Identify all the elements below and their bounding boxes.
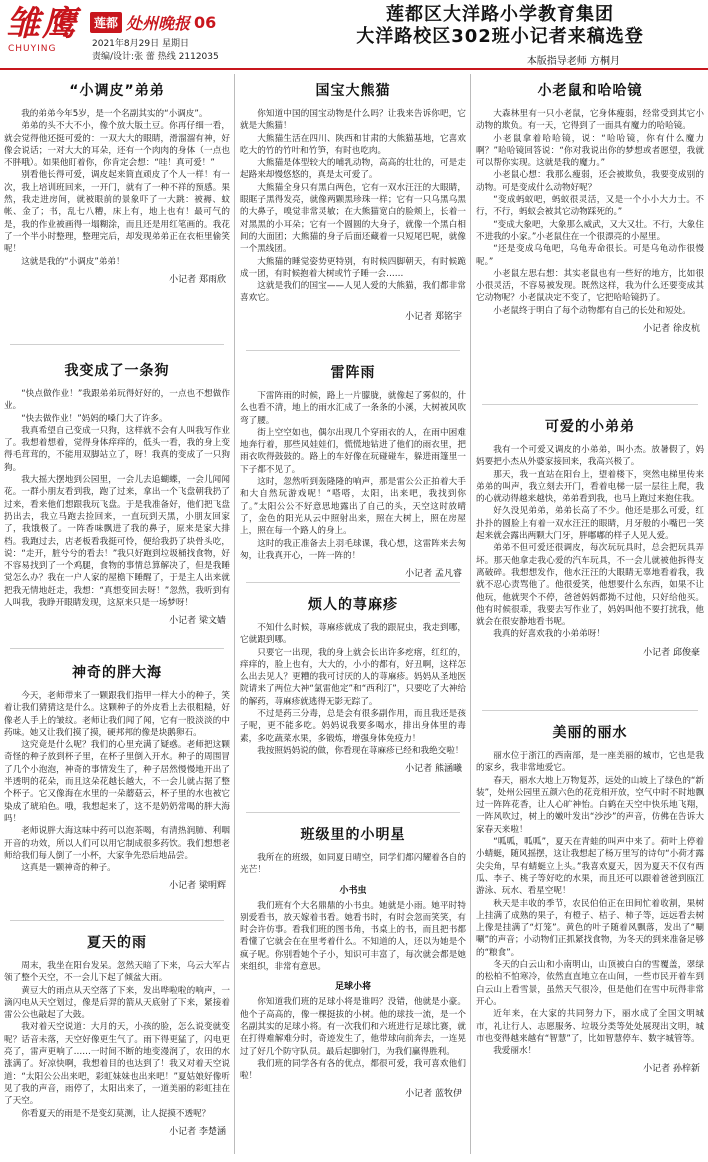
- article-hives: [240, 588, 466, 774]
- paragraph: 丽水位于浙江的西南部，是一座美丽的城市，它也是我的家乡，我非常地爱它。: [476, 751, 704, 774]
- paragraph: 大森林里有一只小老鼠，它身体瘦弱，经常受到其它小动物的欺负。有一天，它得到了一面具有魔力的哈哈镜。: [476, 109, 704, 132]
- article-title: 夏天的雨: [87, 935, 147, 951]
- section-rule: [246, 350, 460, 351]
- byline: 小记者 李楚涵: [169, 1126, 226, 1137]
- column-divider: [470, 74, 471, 1154]
- article-body: [4, 960, 230, 1120]
- paragraph: 大熊猫是体型较大的哺乳动物，高高的壮壮的，可是走起路来却慢悠悠的，真是太可爱了。: [240, 158, 466, 181]
- paragraph: 这就是我的“小调皮”弟弟！: [21, 256, 125, 267]
- paragraph: 秋天是丰收的季节，农民伯伯正在田间忙着收割，果树上挂满了成熟的果子，有橙子、桔子、柿子等，远远看去树上像是挂满了“灯笼”。黄色的叶子随着风飘落，发出了“唰唰”的声音；小动物们正抓紧找食物，为冬天的到来准备足够的“粮食”。: [476, 898, 704, 958]
- byline: 小记者 梁文嫱: [169, 616, 226, 627]
- byline: 小记者 熊涵曦: [405, 764, 462, 775]
- paragraph: 我爱丽水！: [493, 1046, 537, 1057]
- byline: 小记者 郑雨欣: [169, 274, 226, 285]
- paragraph: “还是变成乌龟吧，乌龟寿命很长。可是乌龟动作很慢呢。”: [476, 244, 704, 267]
- article-title: 国宝大熊猫: [315, 83, 391, 99]
- article-body: [4, 690, 230, 874]
- article-title: 烦人的荨麻疹: [308, 597, 398, 613]
- subsection-title: 足球小将: [334, 982, 371, 993]
- paragraph: 小老鼠左思右想：其实老鼠也有一些好的地方，比如很小很灵活，不容易被发现。既然这样，我为什么还要变成其它动物呢？小老鼠决定不变了，它把哈哈镜扔了。: [476, 268, 704, 304]
- paragraph: 这时的我正准备去上羽毛球课，我心想，这雷阵来去匆匆，让我真开心，一阵一阵的！: [240, 538, 466, 561]
- paragraph: 你看夏天的雨是不是变幻莫测，让人捉摸不透呢？: [21, 1108, 211, 1119]
- paragraph: 小老鼠拿着哈哈镜，说：“哈哈镜，你有什么魔力啊？”哈哈镜回答说：“你对我说出你的梦想或者愿望，我就可以帮你实现。这就是我的魔力。”: [476, 133, 704, 169]
- article-title: 可爱的小弟弟: [545, 419, 635, 435]
- column-left: [4, 74, 230, 1156]
- article-class-stars: [240, 818, 466, 1099]
- paragraph: “快去做作业！”妈妈的嗓门大了许多。: [21, 413, 168, 424]
- article-body: [476, 108, 704, 317]
- article-giant-panda: [240, 74, 466, 322]
- article-body: [240, 108, 466, 305]
- paragraph: 街上空空如也，偶尔出现几个穿雨衣的人，在雨中困难地奔行着，那些风娃娃们，慌慌地钻进了他们的雨衣里，把雨衣吹得鼓鼓的。路上的车好像在玩碰碰车，躲进雨篷里一下子都不见了。: [240, 427, 466, 475]
- paragraph: 我们班的同学各有各的优点，都很可爱，我可喜欢他们啦！: [240, 1058, 466, 1082]
- column-right: [476, 74, 704, 1156]
- paragraph: 你知道我们班的足球小将是谁吗？没错，他就是小豪。他个子高高的，像一棵挺拔的小树。他的球技一流，是一个名副其实的足球小将。有一次我们和六班进行足球比赛，就在打得难解难分时，奇迹发生了，他带球向前奔去，一连晃过了好几个防守队员。最后起脚射门，为我们赢得胜利。: [240, 997, 466, 1057]
- issue-info: [92, 38, 219, 64]
- section-rule: [10, 344, 224, 345]
- article-little-brother: [476, 410, 704, 658]
- paragraph: 我所在的班级，如同夏日晴空，同学们都闪耀着各自的光芒！: [240, 853, 466, 876]
- section-badge: 莲都: [90, 12, 122, 33]
- paragraph: 冬天的白云山和小南明山，山顶被白白的雪覆盖，翠绿的松柏不怕寒冷，依然直直地立在山间，一些市民开着车到白云山上看雪景，虽然天气很冷，但是他们在雪中玩得非常开心。: [476, 960, 704, 1007]
- paragraph: 这就是我们的国宝——人见人爱的大熊猫，我们都非常喜欢它。: [240, 281, 466, 304]
- paragraph: “呱呱，呱呱”，夏天在青蛙的叫声中来了。荷叶上停着小蜻蜓，随风摇摆，这让我想起了杨万里写的诗句“小荷才露尖尖角，早有蜻蜓立上头。”我喜欢夏天，因为夏天不仅有西瓜、李子、桃子等好吃的水果，而且还可以跟着爸爸到瓯江游泳、玩水、看星空呢！: [476, 837, 704, 897]
- issue-date: 2021年8月29日 星期日: [92, 39, 189, 49]
- article-title: 雷阵雨: [330, 365, 376, 381]
- article-title: “小调皮”弟弟: [69, 83, 165, 99]
- logo-english: CHUYING: [8, 44, 57, 54]
- paragraph: 这时，忽然听到轰隆隆的响声，那是雷公公正拍着大手和大自然玩游戏呢！“嗒嗒，太阳，出来吧，我找到你了。”太阳公公不好意思地露出了自己的头，天空这时放晴了，金色的阳光从云中照射出来，照在大树上，照在房屋上，照在每一个路人的身上。: [240, 477, 466, 537]
- paragraph: 大熊猫的睡觉姿势更特别，有时候四脚朝天，有时候跪成一团，有时候抱着大树或竹子睡一会……: [240, 256, 466, 279]
- byline: 小记者 徐皮杭: [643, 324, 700, 335]
- page-headline: [300, 4, 700, 67]
- article-mouse-mirror: [476, 74, 704, 334]
- masthead: [0, 0, 708, 68]
- paragraph: 你知道中国的国宝动物是什么吗？让我来告诉你吧，它就是大熊猫！: [240, 109, 466, 132]
- paragraph: 我对着天空说道：大月的天，小孩的脸，怎么说变就变呢？话音未落，天空好像更生气了。雨下得更猛了，闪电更亮了，雷声更响了……一时间不断的地变漫润了，农田的水涨满了。好凉快啊，我想着目的也达到了！我又对着天空说道：“太阳公公出来吧，彩虹妹妹也出来吧！”夏姑娘好像听见了我的声音，雨停了，太阳出来了，一道美丽的彩虹挂在了天空。: [4, 1022, 230, 1107]
- paragraph: 大熊猫生活在四川、陕西和甘肃的大熊猫基地，它喜欢吃大的竹的竹叶和竹笋，有时也吃肉。: [240, 133, 466, 156]
- page-number: 06: [194, 12, 217, 32]
- section-rule: [246, 812, 460, 813]
- paragraph: 近年来，在大家的共同努力下，丽水成了全国文明城市，礼让行人、志愿服务、垃圾分类等处处展现出文明，城市也变得越来越有“智慧”了，比如智慧停车、数字城管等。: [476, 1009, 704, 1044]
- section-rule: [482, 404, 698, 405]
- paragraph: 老师说胖大海这味中药可以泡茶喝，有清热润肺、利咽开音的功效，所以人们可以用它制成很多药饮。我们想想老师给我们每人倒了一小杯，大家争先恐后地品尝。: [4, 826, 230, 861]
- paragraph: 那天，我一直站在阳台上，望着楼下，突然电梯里传来弟弟的叫声，我立刻去开门，看着电梯一层一层往上爬，我的心就动得越来越快，弟弟看到我，也马上跑过来抱住我。: [476, 469, 704, 505]
- subsection-title: 小书虫: [339, 885, 367, 896]
- article-sterculia: [4, 656, 230, 891]
- article-body: [240, 852, 466, 1082]
- advisor-line: 本版指导老师 方桐月: [526, 56, 620, 67]
- paragraph: 春天，丽水大地上万物复苏，远处的山坡上了绿色的“新装”，处州公园里五颜六色的花竞相开放，空气中时不时地飘过一阵阵花香，让人心旷神怡。白鹤在天空中快乐地飞翔，一阵风吹过，树上的嫩叶发出“沙沙”的声音，仿佛在告诉大家春天来啦！: [476, 775, 704, 835]
- article-body: [240, 390, 466, 562]
- article-became-dog: [4, 354, 230, 626]
- paragraph: 我真希望自己变成一只狗，这样就不会有人叫我写作业了。我想着想着，觉得身体痒痒的，低头一看，我的身上变得毛茸茸的，不能用双脚站立了，呀！我真的变成了一只狗狗。: [4, 425, 230, 473]
- paragraph: “变成蚂蚁吧，蚂蚁很灵活，又是一个小小大力士。不行，不行，蚂蚁会被其它动物踩死的。”: [476, 195, 704, 218]
- byline: 小记者 孙梓新: [643, 1064, 700, 1075]
- article-body: [476, 444, 704, 641]
- section-rule: [246, 582, 460, 583]
- article-summer-rain: [4, 926, 230, 1137]
- paragraph: 黄豆大的雨点从天空落了下来，发出哗啦啦的响声，一滴闪电从天空划过，像是后羿的箭从天底射了下来，紧接着雷公公也敲起了大鼓。: [4, 985, 230, 1021]
- article-title: 美丽的丽水: [552, 725, 628, 741]
- article-body: [4, 108, 230, 268]
- article-lishui: [476, 716, 704, 1074]
- column-divider: [234, 74, 235, 1154]
- paragraph: 下雷阵雨的时候，路上一片朦胧，就像起了雾似的，什么也看不清，地上的雨水汇成了一条条的小溪，大树被风吹弯了腰。: [240, 391, 466, 426]
- paragraph: 大熊猫全身只有黑白两色，它有一双水汪汪的大眼睛，眼眶子黑得发亮，就像两颗黑珍珠一样；它有一只乌黑乌黑的大鼻子，嗅觉非常灵敏；在大熊猫宽白的脸颊上，长着一对黑黑的小耳朵；它有一个圆圆的大身子，就像一个黑白相间的大面团；大熊猫的身子后面还藏着一只短尾巴呢，就像一个黑线团。: [240, 182, 466, 255]
- section-rule: [10, 648, 224, 649]
- paper-mast: [90, 10, 216, 34]
- paragraph: 小老鼠终于明白了每个动物都有自己的长处和短处。: [493, 305, 691, 316]
- byline: 小记者 邱俊豪: [643, 647, 700, 658]
- article-title: 小老鼠和哈哈镜: [537, 83, 643, 99]
- paragraph: 我大摇大摆地到公园里，一会儿去追蝴蝶，一会儿闻闻花。一群小朋友看到我，跑了过来，拿出一个飞盘朝我扔了过来，看来他们想跟我玩飞盘。于是我准备好，他们把飞盘扔出去，我立马跑去捡回来，一直玩到天黑，小朋友回家了，我饿极了。一阵香味飘进了我的鼻子，原来是家大排档。我跑过去，店老板看我挺可怜，便给我扔了块骨头吃，说：“走开，脏兮兮的看去！”我只好跑到垃圾桶找食物，好不容易找到了一个鸡腿，食物的事情总算解决了，但是我睡觉怎么办？我在一户人家的屋檐下睡醒了，于是主人出来就把我无情地赶走，我想：“真想变回去呀！”忽然，我听到有人叫我，我睁开眼睛发现，这原来只是一场梦呀！: [4, 475, 230, 609]
- headline-line-2: 大洋路校区302班小记者来稿选登: [356, 26, 644, 47]
- paragraph: 弟弟的头不大不小，像个放大版土豆。你再仔细一看，就会觉得他还挺可爱的：一双大大的眼睛，滑溜溜有神，好像会说话；一对大大的耳朵，还有一个肉肉的身体（一点也不胖哦）。如果他盯着你，你肯定会想：“哇！真可爱！”: [4, 121, 230, 169]
- article-body: [476, 750, 704, 1057]
- article-title: 我变成了一条狗: [64, 363, 170, 379]
- article-thunderstorm: [240, 356, 466, 579]
- article-body: [4, 388, 230, 609]
- byline: 小记者 蓝牧伊: [405, 1089, 462, 1100]
- article-title: 神奇的胖大海: [72, 665, 162, 681]
- paragraph: “快点做作业！”我跟弟弟玩得好好的，一点也不想做作业。: [4, 389, 230, 412]
- paragraph: 今天，老师带来了一颗跟我们指甲一样大小的种子，笑着让我们猜猜这是什么。这颗种子的外皮看上去很粗糙，好像老人手上的皱纹。老师让我们闻了闻，它有一股淡淡的中药味。她又让我们摸了摸，硬邦邦的像是块鹅卵石。: [4, 691, 230, 738]
- paragraph: 我有一个可爱又调皮的小弟弟，叫小杰。放暑假了，妈妈要把小杰从外婆家接回来，我高兴极了。: [476, 445, 704, 468]
- paragraph: 只要它一出现，我的身上就会长出许多疙瘩，红红的，痒痒的，脸上也有，大大的，小小的都有，好丑啊，这样怎么出去见人？更糟的我可讨厌的人的荨麻疹。妈妈从圣地医院请来了两位大神“氯雷他定”和“西利汀”，只要吃了大神给的解药，荨麻疹就逃得无影无踪了。: [240, 647, 466, 707]
- article-naughty-brother: [4, 74, 230, 285]
- issue-editor: 责编/设计:张 蕾 热线 2112035: [92, 52, 219, 62]
- byline: 小记者 郑铭宇: [405, 311, 462, 322]
- article-body: [240, 622, 466, 757]
- header-rule: [0, 68, 708, 70]
- section-rule: [482, 710, 698, 711]
- byline: 小记者 梁明辉: [169, 881, 226, 892]
- logo-chuying: 雏鹰: [6, 4, 78, 44]
- paragraph: 不知什么时候，荨麻疹就成了我的跟屁虫，我走到哪，它就跟到哪。: [240, 623, 466, 646]
- paragraph: 我真的好喜欢我的小弟弟呀！: [493, 629, 605, 640]
- headline-line-1: 莲都区大洋路小学教育集团: [386, 4, 614, 25]
- paragraph: 这真是一颗神奇的种子。: [21, 863, 116, 874]
- paragraph: 我的弟弟今年5岁，是一个名副其实的“小调皮”。: [21, 109, 208, 119]
- paragraph: 别看他长得可爱，调皮起来简直顽皮了个人一样！有一次，我上培训班回来，一开门，就有了一种不祥的预感。果然，我走进房间，就被眼前的景象吓了一大跳：被褥、蚊帐、金了；书，乱七八糟，床上有，地上也有！最可气的是，我的作业被画得一塌糊涂，而且还是用红笔画的。我花了一个半小时整理，整理完后，却发现弟弟正在衣柜里偷笑呢！: [4, 170, 230, 255]
- column-middle: [240, 74, 466, 1156]
- paragraph: 弟弟不但可爱还很调皮，每次玩玩具时，总会把玩具弄坏。那天他拿走我心爱的汽车玩具，不一会儿就被他拆得支离破碎。我想想发作，他水汪汪的大眼睛无辜地看着我，我就不忍心责骂他了。他很爱笑，他想要什么东西，如果不让他玩，他就哭个不停，爸爸妈妈都拗不过他，只好给他买。他有时候很乖，我要去写作业了，妈妈叫他不要打扰我，他就会在很安静地看书呢。: [476, 543, 704, 628]
- paragraph: 我按照妈妈说的做，你看现在荨麻疹已经和我绝交啦！: [257, 745, 464, 756]
- paragraph: 小老鼠心想：我那么瘦弱，还会被欺负，我要变成别的动物。可是变成什么动物好呢？: [476, 170, 704, 193]
- paragraph: 周末，我坐在阳台发呆。忽然天暗了下来，乌云大军占领了整个天空，不一会儿下起了倾盆大雨。: [4, 961, 230, 984]
- paragraph: 好久没见弟弟，弟弟长高了不少。他还是那么可爱，红扑扑的圆脸上有着一双水汪汪的眼睛，月牙般的小嘴巴一笑起来就会露出两颗大门牙，胖嘟嘟的样子人见人爱。: [476, 506, 704, 542]
- article-title: 班级里的小明星: [300, 827, 406, 843]
- paragraph: 我们班有个大名鼎鼎的小书虫。她就是小雨。她平时特别爱看书，放天嫁着书看。她看书时，有时会忽而笑笑，有时会许仿事。看我们班的图书角，书桌上的书，而且把书都看懂了它就会在在里考着什么。不知道的人，还以为她是个疯子呢。你别看她个子小，知识可丰富了，每次就会都是她来组织，非常有意思。: [240, 900, 466, 973]
- paper-name: 处州晚报: [126, 13, 191, 33]
- paragraph: 不过是药三分毒，总是会有很多副作用，而且我还是孩子呢，更不能多吃。妈妈说我要多喝水，排出身体里的毒素，多吃蔬菜水果，多锻炼，增强身体免疫力！: [240, 709, 466, 744]
- section-rule: [10, 920, 224, 921]
- paragraph: 这究竟是什么呢？我们的心里充满了疑惑。老师把这颗奇怪的种子放到杯子里，在杯子里倒入开水。种子的周围冒了几个小泡泡，神奇的事情发生了，种子居然慢慢地开出了半透明的花朵，而且这朵花越长越大，不一会儿就占据了整个杯子。它又像海在水里的一朵蘑菇云，杯子里的水也被它染成了琥珀色。哦，我想起来了，这不是奶奶常喝的胖大海吗！: [4, 740, 230, 824]
- paragraph: “变成大象吧，大象那么威武，又大又壮。不行，大象住不进我的小家。”小老鼠住在一个很漂亮的小屋里。: [476, 219, 704, 242]
- byline: 小记者 孟凡睿: [405, 569, 462, 580]
